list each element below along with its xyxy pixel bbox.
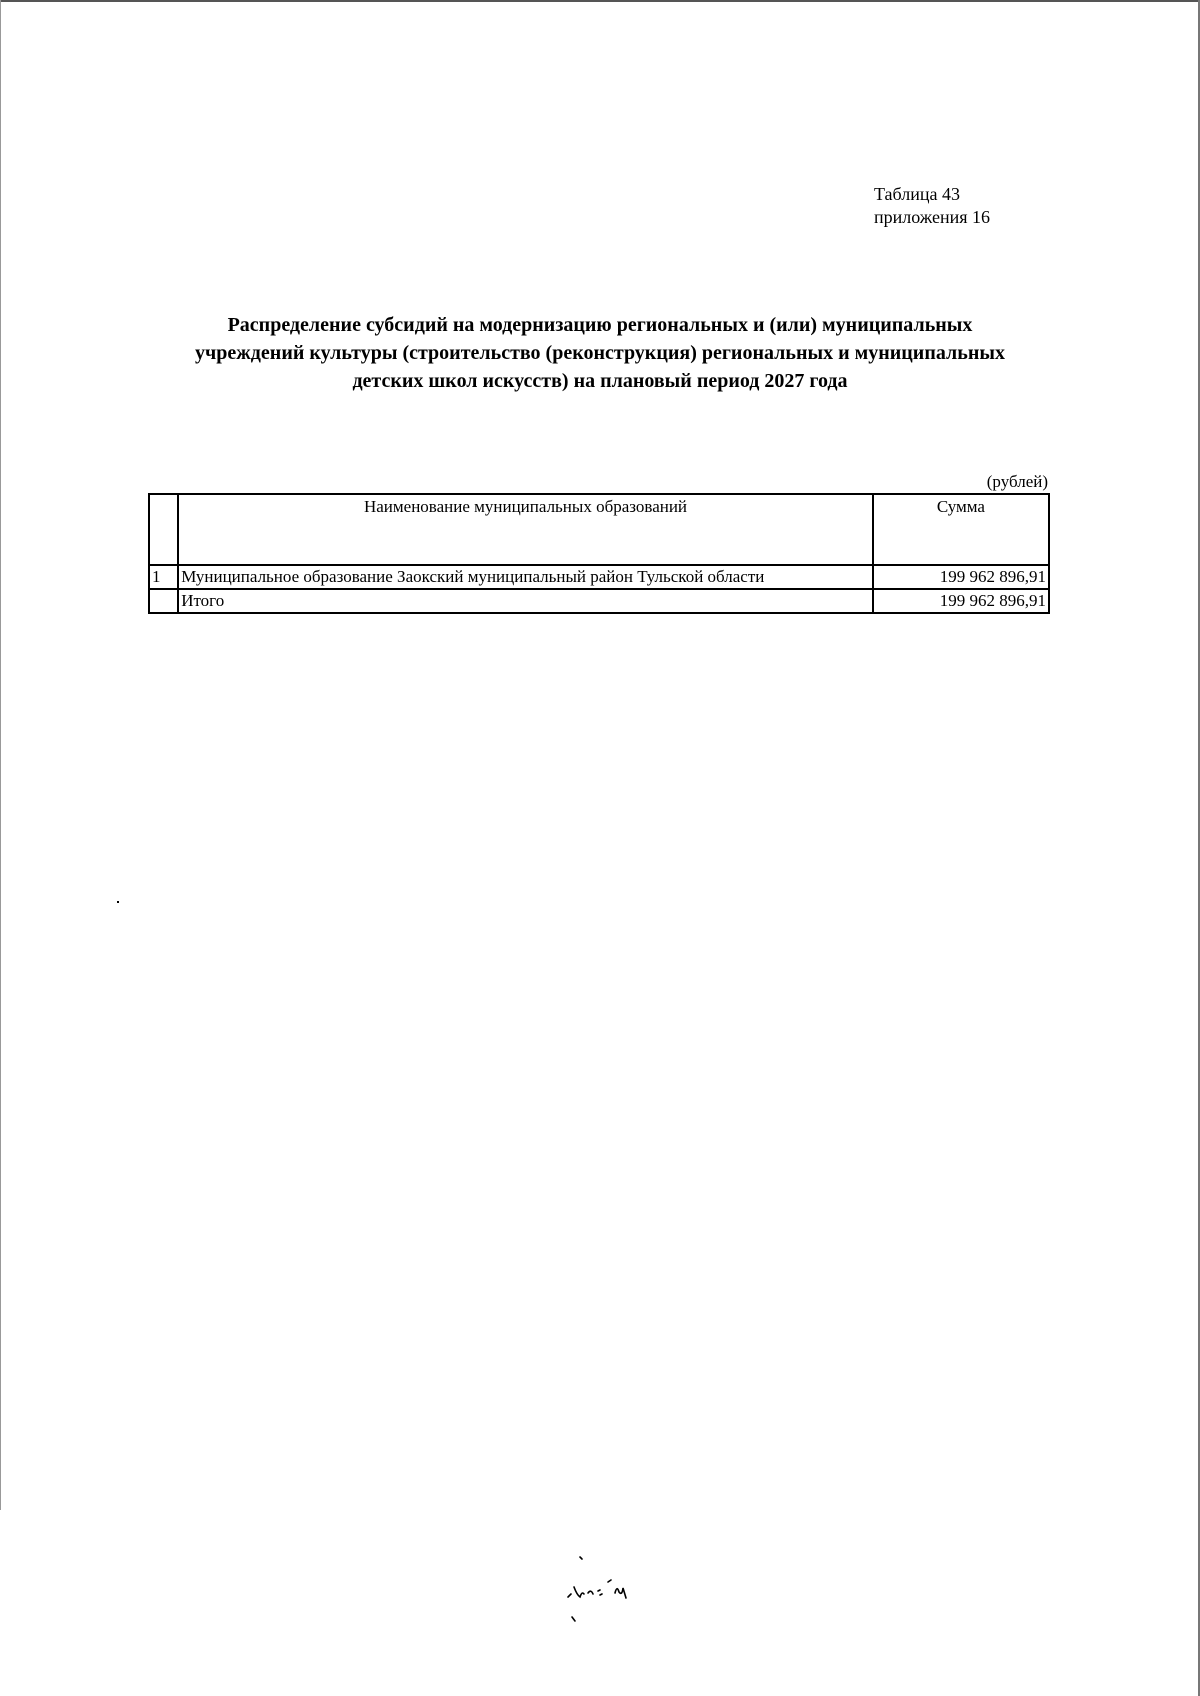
row-num: 1: [149, 565, 178, 589]
subsidy-table: [148, 493, 1050, 614]
scan-speck: [117, 901, 119, 903]
table-header-row: [149, 494, 1049, 565]
header-num: [149, 494, 178, 565]
total-num: [149, 589, 178, 613]
header-sum: Сумма: [873, 494, 1049, 565]
row-name: Муниципальное образование Заокский муниципальный район Тульской области: [178, 565, 873, 589]
table-reference: [874, 183, 990, 229]
handwritten-mark: [560, 1555, 670, 1625]
title-line-1: Распределение субсидий на модернизацию региональных и (или) муниципальных: [227, 314, 973, 336]
title-line-2: учреждений культуры (строительство (реконструкция) региональных и муниципальных: [195, 342, 1005, 364]
total-row: [149, 589, 1049, 613]
scan-edge-left: [0, 0, 1, 1510]
header-name: Наименование муниципальных образований: [178, 494, 873, 565]
units-label: (рублей): [986, 472, 1048, 491]
total-sum: 199 962 896,91: [873, 589, 1049, 613]
table-row: [149, 565, 1049, 589]
row-sum: 199 962 896,91: [873, 565, 1049, 589]
total-name: Итого: [178, 589, 873, 613]
table-number: Таблица 43: [874, 184, 960, 204]
appendix-reference: приложения 16: [874, 207, 991, 227]
title-line-3: детских школ искусств) на плановый период 2027 года: [352, 370, 848, 392]
scan-edge-top: [0, 0, 1200, 2]
document-title: [120, 311, 1080, 395]
